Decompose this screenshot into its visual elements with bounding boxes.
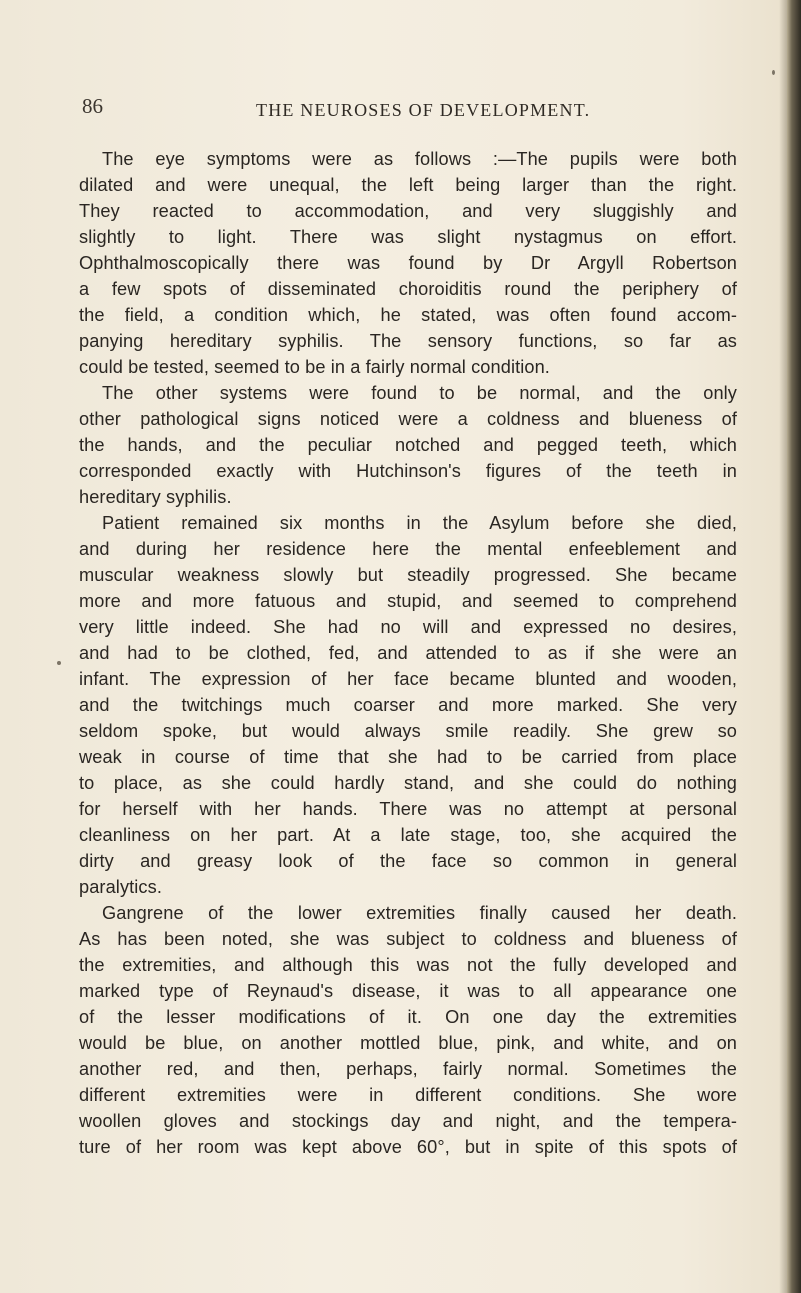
text-line: the extremities, and although this was not the fully developed and — [79, 955, 737, 975]
text-line: the hands, and the peculiar notched and pegged teeth, which — [79, 435, 737, 455]
text-line: the field, a condition which, he stated, was often found accom- — [79, 305, 737, 325]
text-line: marked type of Reynaud's disease, it was to all appearance one — [79, 981, 737, 1001]
page-number: 86 — [82, 94, 103, 118]
text-line: dilated and were unequal, the left being larger than the right. — [79, 175, 737, 195]
book-spine-edge — [787, 0, 801, 1293]
body-text — [79, 146, 737, 1160]
text-line: very little indeed. She had no will and expressed no desires, — [79, 617, 737, 637]
text-line: weak in course of time that she had to be carried from place — [79, 747, 737, 767]
text-line: They reacted to accommodation, and very sluggishly and — [79, 201, 737, 221]
text-line: panying hereditary syphilis. The sensory functions, so far as — [79, 331, 737, 351]
text-line: and the twitchings much coarser and more marked. She very — [79, 695, 737, 715]
text-line: for herself with her hands. There was no attempt at personal — [79, 799, 737, 819]
text-line: of the lesser modifications of it. On one day the extremities — [79, 1007, 737, 1027]
text-line: could be tested, seemed to be in a fairly normal condition. — [79, 357, 550, 377]
text-line: and had to be clothed, fed, and attended to as if she were an — [79, 643, 737, 663]
text-line: cleanliness on her part. At a late stage, too, she acquired the — [79, 825, 737, 845]
text-line: corresponded exactly with Hutchinson's figures of the teeth in — [79, 461, 737, 481]
running-head: THE NEUROSES OF DEVELOPMENT. — [256, 100, 591, 120]
text-line: muscular weakness slowly but steadily progressed. She became — [79, 565, 737, 585]
speck-mark — [57, 661, 61, 665]
text-line: another red, and then, perhaps, fairly normal. Sometimes the — [79, 1059, 737, 1079]
text-line: hereditary syphilis. — [79, 487, 232, 507]
text-line: more and more fatuous and stupid, and seemed to comprehend — [79, 591, 737, 611]
text-line: to place, as she could hardly stand, and she could do nothing — [79, 773, 737, 793]
page-gutter-shadow — [779, 0, 787, 1293]
text-line: dirty and greasy look of the face so common in general — [79, 851, 737, 871]
speck-mark — [772, 70, 775, 75]
text-line: other pathological signs noticed were a coldness and blueness of — [79, 409, 737, 429]
text-line: Patient remained six months in the Asylum before she died, — [102, 513, 737, 533]
page-header — [82, 94, 722, 130]
text-line: ture of her room was kept above 60°, but in spite of this spots of — [79, 1137, 737, 1157]
text-line: As has been noted, she was subject to coldness and blueness of — [79, 929, 737, 949]
text-line: slightly to light. There was slight nystagmus on effort. — [79, 227, 737, 247]
text-line: The eye symptoms were as follows :—The pupils were both — [102, 149, 737, 169]
text-line: paralytics. — [79, 877, 162, 897]
text-line: Ophthalmoscopically there was found by Dr Argyll Robertson — [79, 253, 737, 273]
text-line: would be blue, on another mottled blue, pink, and white, and on — [79, 1033, 737, 1053]
text-line: infant. The expression of her face became blunted and wooden, — [79, 669, 737, 689]
text-line: seldom spoke, but would always smile readily. She grew so — [79, 721, 737, 741]
text-line: The other systems were found to be normal, and the only — [102, 383, 737, 403]
text-line: woollen gloves and stockings day and night, and the tempera- — [79, 1111, 737, 1131]
text-line: Gangrene of the lower extremities finally caused her death. — [102, 903, 737, 923]
text-line: different extremities were in different conditions. She wore — [79, 1085, 737, 1105]
text-line: and during her residence here the mental enfeeblement and — [79, 539, 737, 559]
text-line: a few spots of disseminated choroiditis round the periphery of — [79, 279, 737, 299]
